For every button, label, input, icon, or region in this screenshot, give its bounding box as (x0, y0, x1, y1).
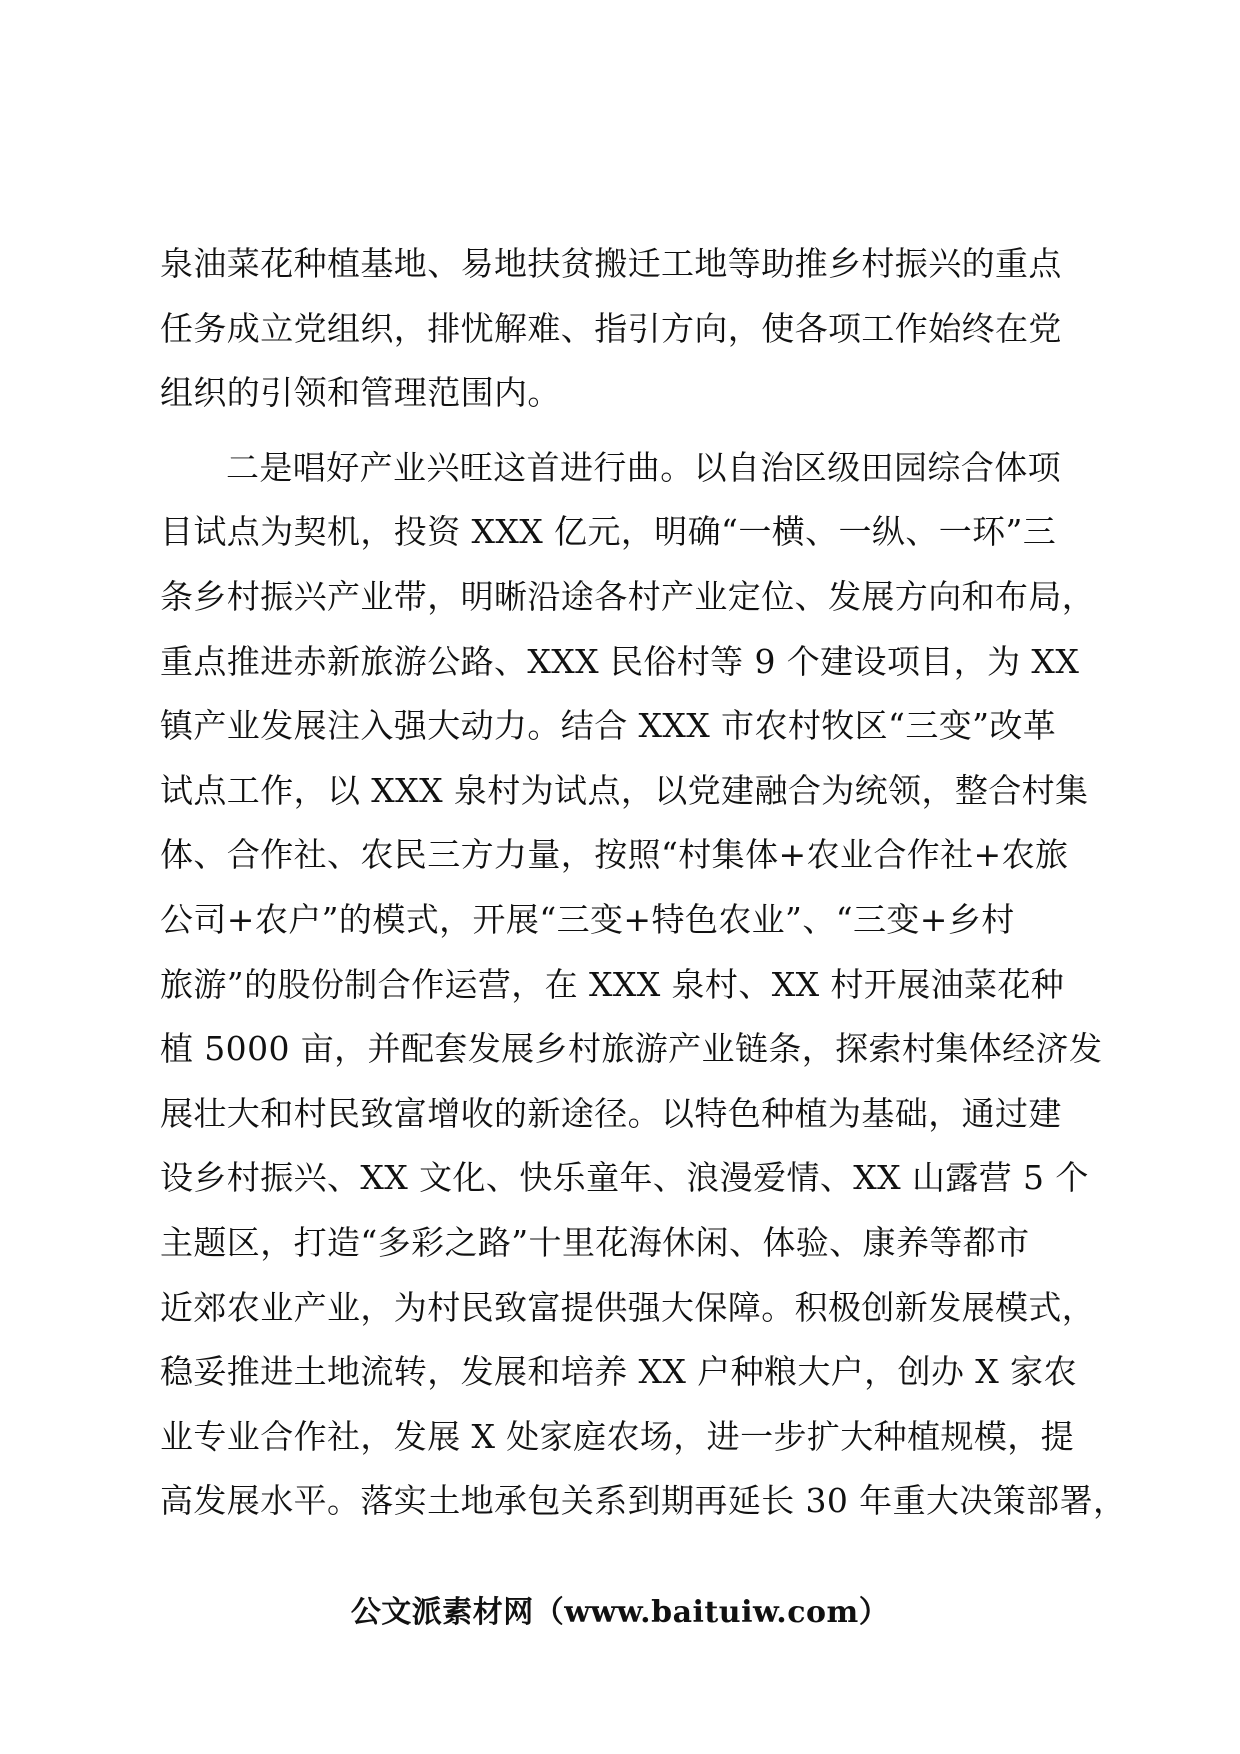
text-line: 稳妥推进土地流转，发展和培养 XX 户种粮大户，创办 X 家农 (160, 1352, 1077, 1392)
text-line: 公司+农户”的模式，开展“三变+特色农业”、“三变+乡村 (160, 899, 1015, 939)
paragraph-2 (160, 436, 1127, 1534)
text-line: 植 5000 亩，并配套发展乡村旅游产业链条，探索村集体经济发 (160, 1029, 1103, 1069)
text-line: 组织的引领和管理范围内。 (160, 373, 561, 413)
text-line: 泉油菜花种植基地、易地扶贫搬迁工地等助推乡村振兴的重点 (160, 244, 1062, 283)
text-line: 目试点为契机，投资 XXX 亿元，明确“一横、一纵、一环”三 (160, 512, 1057, 552)
text-line: 展壮大和村民致富增收的新途径。以特色种植为基础，通过建 (160, 1093, 1062, 1133)
text-line: 体、合作社、农民三方力量，按照“村集体+农业合作社+农旅 (160, 835, 1069, 875)
text-line: 主题区，打造“多彩之路”十里花海休闲、体验、康养等都市 (160, 1222, 1030, 1262)
text-line: 设乡村振兴、XX 文化、快乐童年、浪漫爱情、XX 山露营 5 个 (160, 1158, 1089, 1198)
paragraph-gap (160, 426, 1095, 436)
text-line: 高发展水平。落实土地承包关系到期再延长 30 年重大决策部署， (160, 1481, 1127, 1521)
paragraph-1 (160, 232, 1095, 426)
document-body (160, 232, 1127, 1534)
text-line: 条乡村振兴产业带，明晰沿途各村产业定位、发展方向和布局， (160, 576, 1096, 616)
text-line: 重点推进赤新旅游公路、XXX 民俗村等 9 个建设项目，为 XX (160, 641, 1080, 681)
text-line: 业专业合作社，发展 X 处家庭农场，进一步扩大种植规模，提 (160, 1416, 1075, 1456)
page-footer: 公文派素材网（www.baituiw.com） (350, 1595, 890, 1630)
text-line: 任务成立党组织，排忧解难、指引方向，使各项工作始终在党 (160, 308, 1062, 348)
text-line: 镇产业发展注入强大动力。结合 XXX 市农村牧区“三变”改革 (160, 706, 1057, 746)
text-line: 试点工作，以 XXX 泉村为试点，以党建融合为统领，整合村集 (160, 770, 1089, 810)
text-line: 旅游”的股份制合作运营，在 XXX 泉村、XX 村开展油菜花种 (160, 964, 1065, 1004)
text-line-first: 二是唱好产业兴旺这首进行曲。以自治区级田园综合体项 (226, 447, 1061, 487)
text-line: 近郊农业产业，为村民致富提供强大保障。积极创新发展模式， (160, 1287, 1096, 1327)
